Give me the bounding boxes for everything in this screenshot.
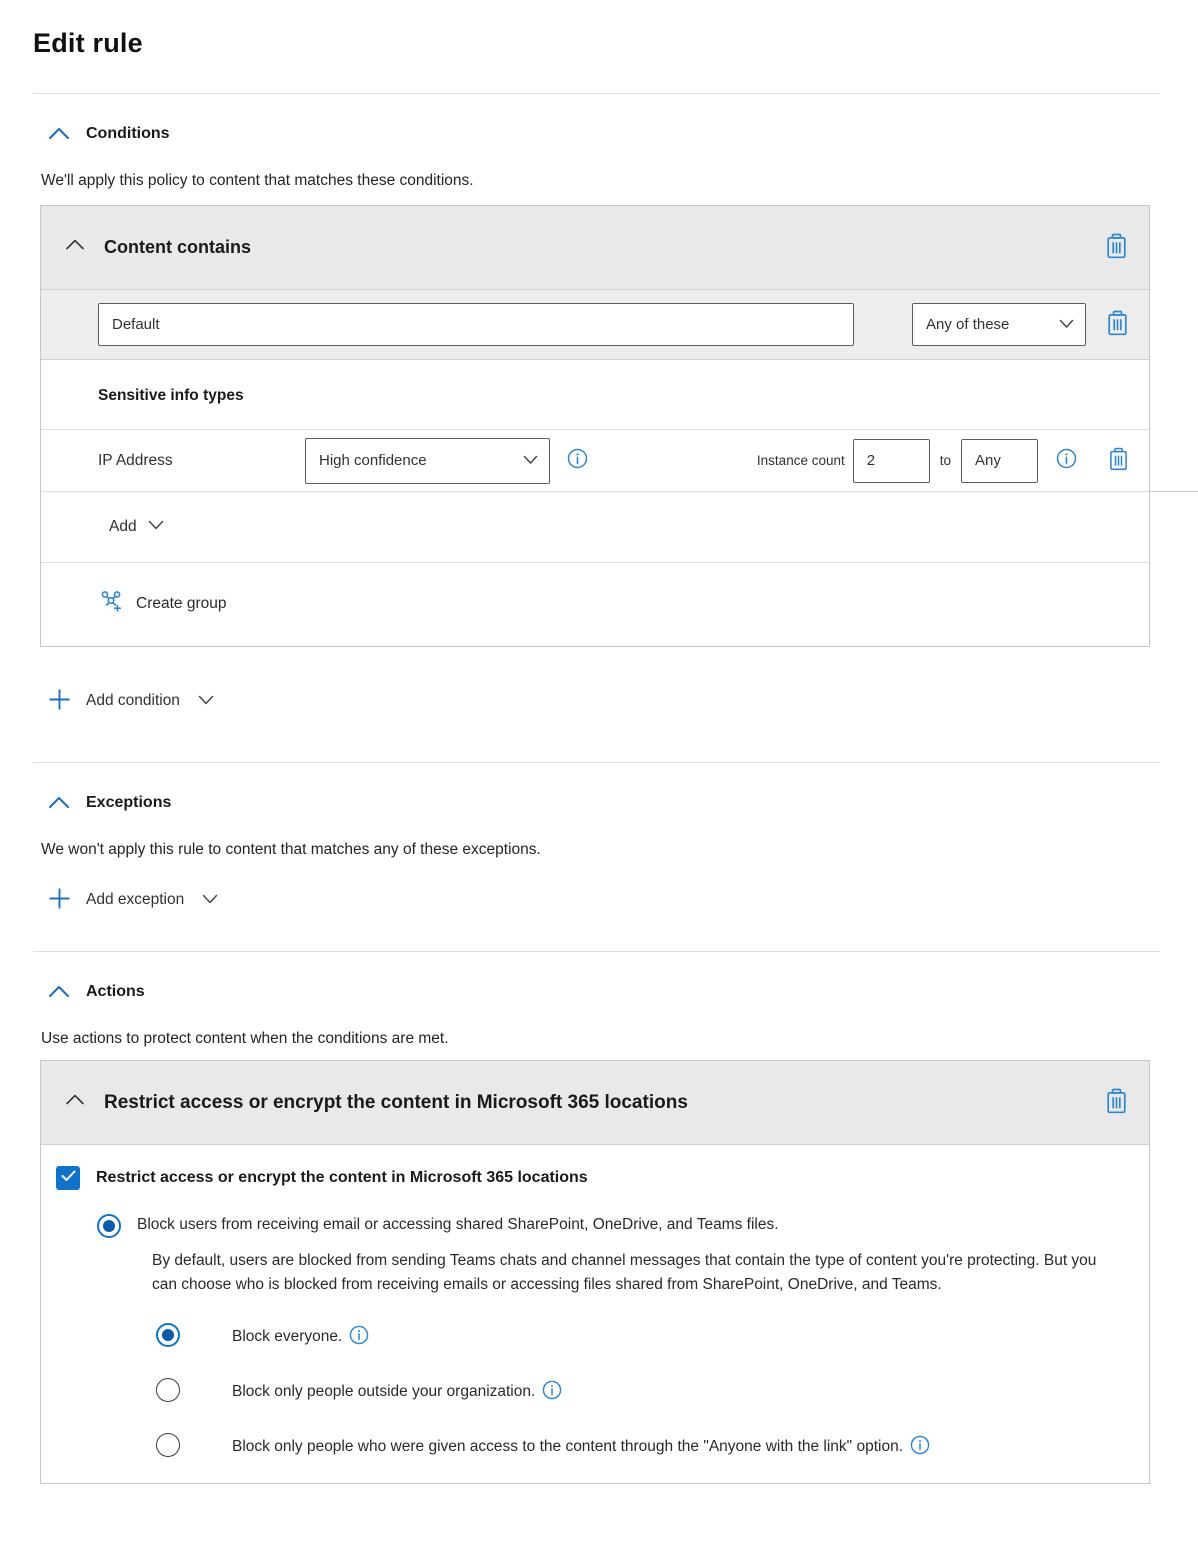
chevron-down-icon (148, 518, 164, 536)
plus-icon (48, 688, 71, 714)
group-name-input[interactable] (98, 303, 854, 346)
check-icon (61, 1169, 76, 1187)
divider (33, 762, 1160, 763)
block-anyone-link-option (156, 1433, 1125, 1463)
block-everyone-option (156, 1323, 1125, 1353)
page-title: Edit rule (33, 28, 143, 58)
restrict-access-checkbox-row (56, 1166, 1125, 1190)
chevron-up-icon (47, 794, 71, 812)
sensitive-info-types-row (41, 360, 1149, 430)
sensitive-info-type-row (41, 430, 1149, 492)
divider (33, 951, 1160, 952)
trash-icon (1105, 233, 1128, 262)
add-exception-label: Add exception (86, 891, 185, 908)
restrict-access-header[interactable] (41, 1061, 1149, 1145)
info-icon[interactable] (567, 448, 588, 474)
restrict-access-card (40, 1060, 1150, 1484)
sensitive-info-type-name: IP Address (98, 451, 173, 469)
instance-min-input[interactable] (853, 439, 930, 483)
confidence-value: High confidence (319, 452, 427, 469)
instance-max-input[interactable] (961, 439, 1038, 483)
block-users-radio[interactable] (97, 1214, 121, 1238)
restrict-access-body (41, 1145, 1149, 1483)
info-icon[interactable] (542, 1380, 562, 1408)
block-anyone-link-label: Block only people who were given access to the content through the "Anyone with the link" option. (232, 1433, 930, 1463)
create-group-label: Create group (136, 594, 227, 612)
conditions-section-header[interactable] (47, 125, 1162, 143)
delete-condition-button[interactable] (1105, 233, 1128, 262)
add-condition-label: Add condition (86, 692, 180, 709)
radio-dot (162, 1329, 174, 1341)
content-contains-header[interactable] (41, 206, 1149, 290)
actions-heading: Actions (86, 983, 145, 1000)
block-users-option (97, 1214, 1125, 1238)
chevron-up-icon (47, 125, 71, 143)
trash-icon (1106, 310, 1129, 339)
restrict-access-checkbox[interactable] (56, 1166, 80, 1190)
add-label: Add (109, 518, 137, 535)
content-contains-card (40, 205, 1150, 647)
block-users-description: By default, users are blocked from sending Teams chats and channel messages that contain the type of content you're protecting. But you can choose who is blocked from receiving emails or accessing files shared from SharePoint, OneDrive, and Teams. (152, 1252, 1097, 1294)
info-icon[interactable] (910, 1435, 930, 1463)
block-everyone-label: Block everyone. (232, 1323, 369, 1353)
chevron-down-icon (1059, 316, 1074, 333)
sensitive-info-types-label: Sensitive info types (98, 387, 244, 404)
content-contains-title: Content contains (104, 237, 251, 257)
actions-description: Use actions to protect content when the conditions are met. (41, 1030, 449, 1047)
conditions-heading: Conditions (86, 125, 170, 142)
block-outside-org-option (156, 1378, 1125, 1408)
delete-sensitive-info-type-button[interactable] (1108, 447, 1129, 474)
confidence-dropdown[interactable] (305, 438, 550, 484)
condition-group-row (41, 290, 1149, 360)
match-operator-dropdown[interactable] (912, 303, 1086, 346)
restrict-access-title: Restrict access or encrypt the content in Microsoft 365 locations (104, 1091, 688, 1113)
trash-icon (1108, 447, 1129, 474)
chevron-down-icon (202, 893, 218, 908)
chevron-up-icon (64, 237, 86, 258)
exceptions-heading: Exceptions (86, 794, 172, 811)
info-icon[interactable] (1056, 448, 1077, 474)
block-outside-org-label: Block only people outside your organization. (232, 1378, 562, 1408)
chevron-up-icon (64, 1092, 86, 1113)
add-condition-button[interactable] (48, 688, 214, 714)
block-everyone-radio[interactable] (156, 1323, 180, 1347)
trash-icon (1105, 1088, 1128, 1117)
match-operator-value: Any of these (926, 316, 1010, 333)
divider (33, 93, 1160, 94)
info-icon[interactable] (349, 1325, 369, 1353)
to-label: to (939, 453, 951, 468)
add-exception-button[interactable] (48, 887, 218, 913)
create-group-icon (98, 588, 124, 619)
instance-count-label: Instance count (756, 453, 845, 468)
block-anyone-link-radio[interactable] (156, 1433, 180, 1457)
chevron-down-icon (198, 694, 214, 709)
actions-section-header[interactable] (47, 983, 1162, 1001)
radio-dot (103, 1220, 115, 1232)
chevron-down-icon (523, 452, 538, 469)
delete-group-button[interactable] (1106, 310, 1129, 339)
create-group-button[interactable] (41, 563, 1149, 646)
block-outside-org-radio[interactable] (156, 1378, 180, 1402)
plus-icon (48, 887, 71, 913)
add-dropdown[interactable] (41, 492, 1149, 563)
restrict-access-checkbox-label: Restrict access or encrypt the content in Microsoft 365 locations (96, 1169, 588, 1186)
divider (1149, 491, 1198, 492)
block-users-label: Block users from receiving email or accessing shared SharePoint, OneDrive, and Teams files. (137, 1216, 779, 1233)
exceptions-section-header[interactable] (47, 794, 1162, 812)
conditions-description: We'll apply this policy to content that matches these conditions. (41, 172, 474, 189)
delete-action-button[interactable] (1105, 1088, 1128, 1117)
exceptions-description: We won't apply this rule to content that matches any of these exceptions. (41, 841, 541, 858)
chevron-up-icon (47, 983, 71, 1001)
